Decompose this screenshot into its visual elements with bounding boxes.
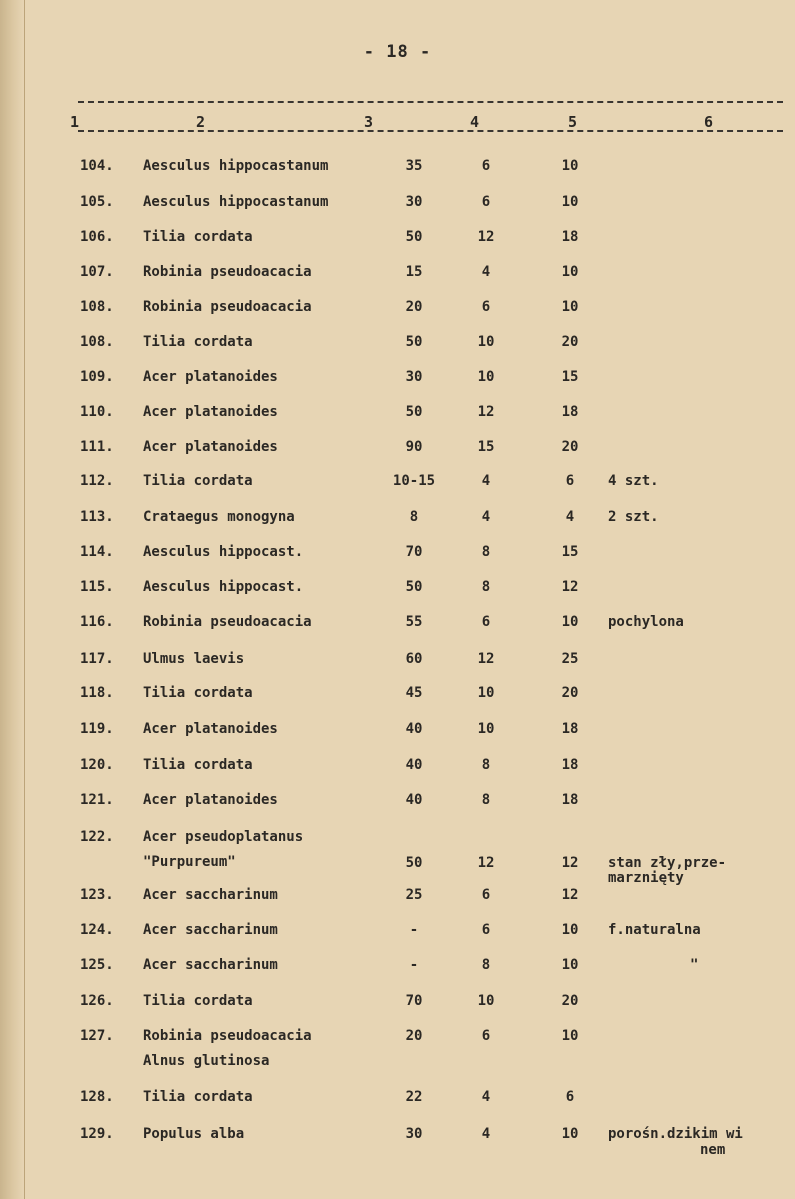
column-4-value: 6: [481, 158, 491, 174]
column-3-value: 15: [405, 264, 423, 280]
column-4-value: 4: [481, 1126, 491, 1142]
species-name-line-2: Alnus glutinosa: [143, 1053, 270, 1069]
table-row: [0, 791, 795, 815]
column-4-value: 6: [481, 194, 491, 210]
species-name: Tilia cordata: [143, 334, 253, 350]
column-header-4: 4: [470, 113, 480, 131]
column-3-value: 20: [405, 299, 423, 315]
species-name: Acer saccharinum: [143, 887, 278, 903]
remark: 2 szt.: [608, 509, 659, 525]
row-number: 120.: [80, 757, 114, 773]
table-row: [0, 1027, 795, 1069]
column-3-value: 90: [405, 439, 423, 455]
column-4-value: 8: [481, 757, 491, 773]
column-4-value: 10: [477, 334, 495, 350]
column-4-value: 12: [477, 404, 495, 420]
table-row: [0, 650, 795, 674]
column-5-value: 20: [561, 993, 579, 1009]
species-name: Robinia pseudoacacia: [143, 1028, 312, 1044]
column-4-value: 6: [481, 1028, 491, 1044]
column-header-3: 3: [364, 113, 374, 131]
table-row: [0, 193, 795, 217]
table-row: [0, 613, 795, 637]
column-5-value: 12: [561, 887, 579, 903]
column-3-value: 40: [405, 757, 423, 773]
column-5-value: 18: [561, 757, 579, 773]
column-4-value: 4: [481, 509, 491, 525]
column-5-value: 18: [561, 721, 579, 737]
column-5-value: 25: [561, 651, 579, 667]
column-4-value: 12: [477, 229, 495, 245]
column-3-value: 55: [405, 614, 423, 630]
species-name: Tilia cordata: [143, 1089, 253, 1105]
row-number: 122.: [80, 829, 114, 845]
species-name: Acer saccharinum: [143, 922, 278, 938]
row-number: 118.: [80, 685, 114, 701]
column-5-value: 10: [561, 1028, 579, 1044]
column-header-1: 1: [70, 113, 80, 131]
column-3-value: 70: [405, 544, 423, 560]
row-number: 121.: [80, 792, 114, 808]
remark-line-2: nem: [700, 1142, 726, 1158]
column-5-value: 12: [561, 579, 579, 595]
table-row: [0, 578, 795, 602]
species-name: Tilia cordata: [143, 685, 253, 701]
row-number: 125.: [80, 957, 114, 973]
column-3-value: 60: [405, 651, 423, 667]
table-top-rule: [78, 101, 783, 103]
table-row: [0, 886, 795, 910]
remark: f.naturalna: [608, 922, 701, 938]
column-3-value: 40: [405, 792, 423, 808]
column-4-value: 12: [477, 855, 495, 871]
species-name: Populus alba: [143, 1126, 245, 1142]
column-3-value: 22: [405, 1089, 423, 1105]
row-number: 126.: [80, 993, 114, 1009]
table-row: [0, 992, 795, 1016]
column-5-value: 10: [561, 299, 579, 315]
species-name: Acer platanoides: [143, 721, 278, 737]
row-number: 127.: [80, 1028, 114, 1044]
table-row: [0, 543, 795, 567]
table-row: [0, 298, 795, 322]
column-4-value: 15: [477, 439, 495, 455]
column-3-value: 70: [405, 993, 423, 1009]
column-5-value: 18: [561, 404, 579, 420]
column-5-value: 18: [561, 792, 579, 808]
column-3-value: 8: [409, 509, 419, 525]
column-header-2: 2: [196, 113, 206, 131]
column-5-value: 12: [561, 855, 579, 871]
column-4-value: 4: [481, 473, 491, 489]
column-5-value: 4: [565, 509, 575, 525]
row-number: 108.: [80, 334, 114, 350]
row-number: 119.: [80, 721, 114, 737]
table-row: [0, 1088, 795, 1112]
table-row: [0, 756, 795, 780]
remark: ": [690, 957, 699, 973]
page-number: - 18 -: [363, 42, 432, 62]
column-5-value: 20: [561, 334, 579, 350]
species-name: Robinia pseudoacacia: [143, 299, 312, 315]
species-name: Acer platanoides: [143, 439, 278, 455]
column-3-value: 10-15: [392, 473, 436, 489]
column-3-value: 50: [405, 334, 423, 350]
column-3-value: 25: [405, 887, 423, 903]
table-row: [0, 368, 795, 392]
species-name: Robinia pseudoacacia: [143, 264, 312, 280]
row-number: 115.: [80, 579, 114, 595]
row-number: 109.: [80, 369, 114, 385]
column-4-value: 6: [481, 299, 491, 315]
column-4-value: 10: [477, 721, 495, 737]
column-4-value: 6: [481, 922, 491, 938]
species-name: Acer pseudoplatanus: [143, 829, 304, 845]
species-name: Aesculus hippocast.: [143, 544, 304, 560]
row-number: 107.: [80, 264, 114, 280]
column-3-value: 30: [405, 194, 423, 210]
column-5-value: 6: [565, 473, 575, 489]
column-4-value: 8: [481, 544, 491, 560]
column-5-value: 10: [561, 957, 579, 973]
remark: porośn.dzikim wi: [608, 1126, 743, 1142]
column-3-value: 30: [405, 1126, 423, 1142]
column-4-value: 8: [481, 579, 491, 595]
column-header-6: 6: [704, 113, 714, 131]
row-number: 108.: [80, 299, 114, 315]
species-name: Crataegus monogyna: [143, 509, 295, 525]
row-number: 116.: [80, 614, 114, 630]
table-row: [0, 720, 795, 744]
column-4-value: 8: [481, 957, 491, 973]
species-name: Acer saccharinum: [143, 957, 278, 973]
row-number: 105.: [80, 194, 114, 210]
column-3-value: 50: [405, 855, 423, 871]
column-3-value: -: [409, 957, 419, 973]
species-name: Ulmus laevis: [143, 651, 245, 667]
species-name: Aesculus hippocast.: [143, 579, 304, 595]
column-3-value: 50: [405, 404, 423, 420]
species-name: Tilia cordata: [143, 229, 253, 245]
row-number: 106.: [80, 229, 114, 245]
species-name-line-2: "Purpureum": [143, 854, 236, 870]
table-row: [0, 956, 795, 980]
column-4-value: 6: [481, 614, 491, 630]
row-number: 128.: [80, 1089, 114, 1105]
row-number: 112.: [80, 473, 114, 489]
remark: pochylona: [608, 614, 684, 630]
column-4-value: 10: [477, 685, 495, 701]
row-number: 111.: [80, 439, 114, 455]
column-3-value: -: [409, 922, 419, 938]
column-5-value: 10: [561, 194, 579, 210]
species-name: Tilia cordata: [143, 993, 253, 1009]
species-name: Tilia cordata: [143, 473, 253, 489]
column-4-value: 12: [477, 651, 495, 667]
column-3-value: 50: [405, 229, 423, 245]
table-row: [0, 921, 795, 945]
column-4-value: 10: [477, 993, 495, 1009]
table-row: [0, 472, 795, 496]
column-5-value: 10: [561, 922, 579, 938]
table-row: [0, 1125, 795, 1158]
column-5-value: 18: [561, 229, 579, 245]
column-5-value: 6: [565, 1089, 575, 1105]
row-number: 114.: [80, 544, 114, 560]
table-row: [0, 333, 795, 357]
column-5-value: 10: [561, 158, 579, 174]
column-3-value: 45: [405, 685, 423, 701]
column-3-value: 50: [405, 579, 423, 595]
table-row: [0, 228, 795, 252]
column-4-value: 4: [481, 264, 491, 280]
column-4-value: 4: [481, 1089, 491, 1105]
column-5-value: 15: [561, 369, 579, 385]
column-5-value: 20: [561, 439, 579, 455]
table-row: [0, 403, 795, 427]
species-name: Aesculus hippocastanum: [143, 194, 329, 210]
species-name: Tilia cordata: [143, 757, 253, 773]
column-header-5: 5: [568, 113, 578, 131]
remark-line-2: marznięty: [608, 870, 684, 886]
column-3-value: 40: [405, 721, 423, 737]
column-5-value: 10: [561, 614, 579, 630]
table-row: [0, 684, 795, 708]
column-4-value: 10: [477, 369, 495, 385]
column-3-value: 30: [405, 369, 423, 385]
row-number: 129.: [80, 1126, 114, 1142]
table-row: [0, 508, 795, 532]
row-number: 124.: [80, 922, 114, 938]
species-name: Acer platanoides: [143, 369, 278, 385]
column-5-value: 20: [561, 685, 579, 701]
table-row: [0, 263, 795, 287]
row-number: 123.: [80, 887, 114, 903]
species-name: Acer platanoides: [143, 792, 278, 808]
column-5-value: 15: [561, 544, 579, 560]
remark: 4 szt.: [608, 473, 659, 489]
table-row: [0, 438, 795, 462]
column-3-value: 20: [405, 1028, 423, 1044]
table-row: [0, 157, 795, 181]
column-5-value: 10: [561, 1126, 579, 1142]
row-number: 117.: [80, 651, 114, 667]
row-number: 104.: [80, 158, 114, 174]
species-name: Robinia pseudoacacia: [143, 614, 312, 630]
table-row: [0, 828, 795, 886]
species-name: Aesculus hippocastanum: [143, 158, 329, 174]
row-number: 110.: [80, 404, 114, 420]
column-5-value: 10: [561, 264, 579, 280]
column-4-value: 6: [481, 887, 491, 903]
column-3-value: 35: [405, 158, 423, 174]
column-4-value: 8: [481, 792, 491, 808]
row-number: 113.: [80, 509, 114, 525]
table-header-rule: [78, 130, 783, 132]
species-name: Acer platanoides: [143, 404, 278, 420]
remark: stan zły,prze-: [608, 855, 727, 871]
